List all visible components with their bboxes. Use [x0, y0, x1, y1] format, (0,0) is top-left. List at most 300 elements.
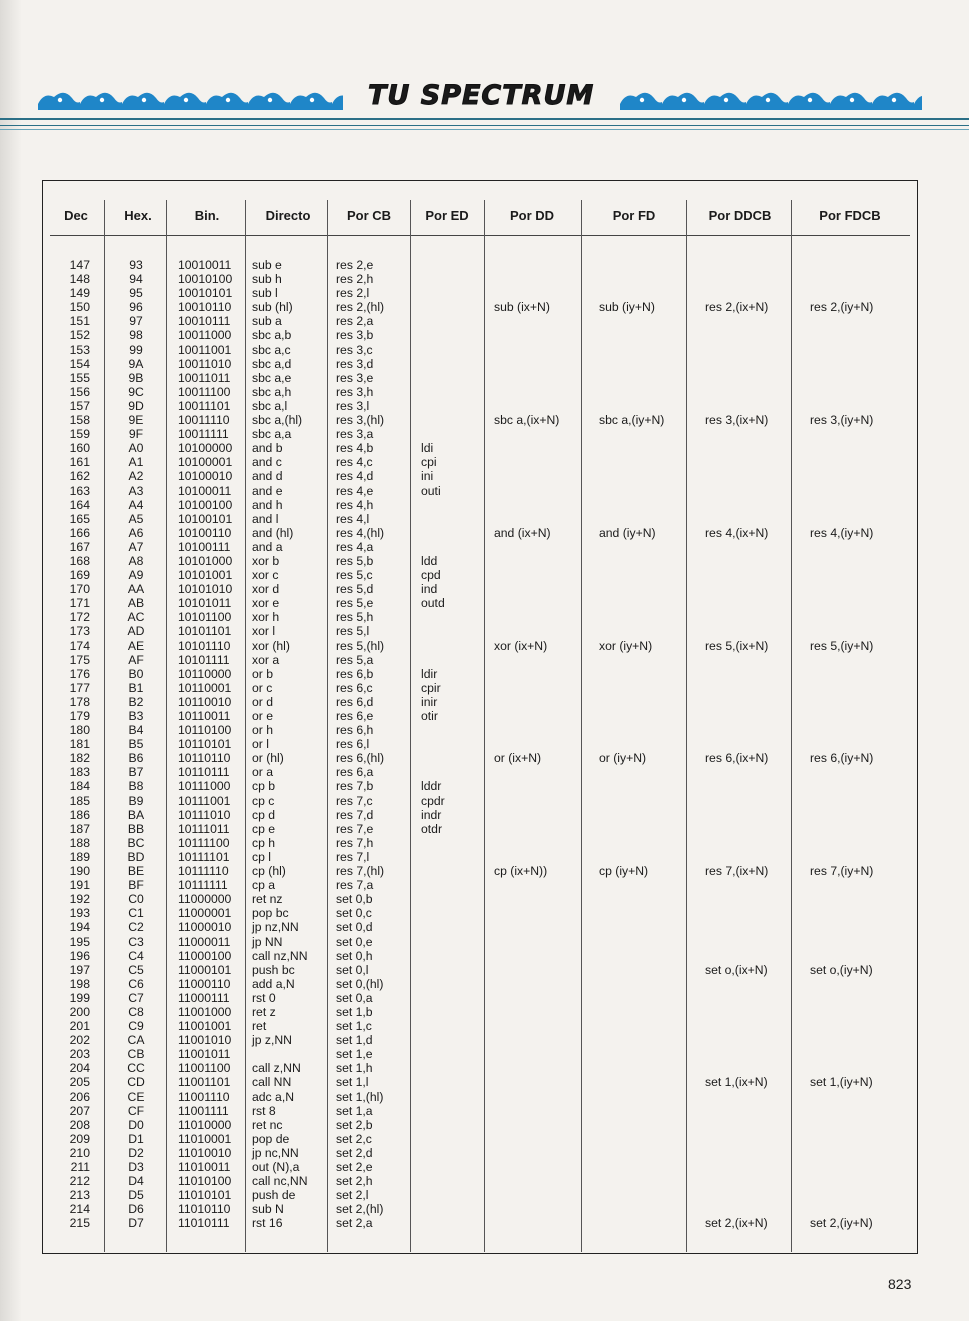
- cell-dec: 207: [69, 1103, 90, 1118]
- cell-dec: 183: [69, 765, 90, 780]
- cell-hex: A8: [128, 553, 144, 568]
- cell-dec: 157: [69, 398, 90, 413]
- cell-por-dd: and (ix+N): [494, 525, 551, 540]
- cell-dec: 175: [69, 652, 90, 667]
- cell-por-dd: or (ix+N): [494, 751, 542, 766]
- cell-bin: 10111101: [178, 849, 230, 864]
- cell-bin: 10011110: [178, 413, 230, 428]
- table-row: [0, 1033, 969, 1047]
- header-rule: [0, 118, 969, 120]
- cell-bin: 10110010: [178, 694, 232, 709]
- cell-dec: 186: [69, 807, 90, 822]
- cell-bin: 10110001: [178, 680, 232, 695]
- table-row: [0, 610, 969, 624]
- cell-por-cb: res 5,a: [336, 652, 374, 667]
- cell-dec: 173: [69, 624, 90, 639]
- table-row: [0, 1104, 969, 1118]
- cell-hex: C5: [128, 962, 144, 977]
- cell-directo: xor l: [252, 624, 276, 639]
- cell-directo: or e: [252, 709, 274, 723]
- cell-hex: AF: [128, 652, 144, 667]
- cell-por-cb: set 2,(hl): [336, 1202, 384, 1217]
- header-rule: [0, 129, 969, 130]
- cell-directo: and d: [252, 469, 283, 484]
- cell-por-dd: cp (ix+N)): [494, 864, 548, 879]
- cell-por-fd: cp (iy+N): [599, 864, 649, 879]
- table-row: [0, 709, 969, 723]
- cell-dec: 174: [69, 638, 90, 653]
- table-row: [0, 484, 969, 498]
- cell-por-cb: set 1,a: [336, 1103, 373, 1118]
- cell-por-cb: res 3,c: [336, 342, 373, 357]
- cell-por-cb: set 1,h: [336, 1061, 373, 1076]
- cell-por-cb: set 0,h: [336, 948, 373, 963]
- cell-hex: D7: [128, 1216, 144, 1231]
- cell-directo: jp nz,NN: [252, 920, 299, 935]
- cell-hex: 96: [129, 300, 143, 315]
- cell-directo: cp a: [252, 878, 276, 893]
- cell-directo: call nz,NN: [252, 948, 308, 963]
- cell-hex: CB: [127, 1047, 145, 1062]
- cell-bin: 10111110: [178, 864, 229, 879]
- table-row: [0, 512, 969, 526]
- cell-hex: 9F: [128, 427, 144, 442]
- cell-directo: add a,N: [252, 976, 295, 991]
- cell-dec: 155: [69, 370, 90, 385]
- cell-bin: 10110011: [178, 709, 231, 723]
- table-row: [0, 949, 969, 963]
- cell-bin: 10010011: [178, 258, 232, 272]
- cell-por-cb: res 7,h: [336, 835, 374, 850]
- cell-hex: D1: [128, 1131, 144, 1146]
- cell-directo: xor e: [252, 596, 280, 611]
- column-header-por-dd: Por DD: [509, 208, 555, 223]
- cell-dec: 214: [69, 1202, 90, 1217]
- table-row: [0, 864, 969, 878]
- cell-dec: 180: [69, 723, 90, 738]
- cell-hex: D5: [128, 1188, 144, 1203]
- cell-por-cb: res 4,e: [336, 483, 374, 498]
- cell-bin: 10010100: [178, 272, 233, 287]
- cell-dec: 205: [69, 1075, 90, 1090]
- cell-dec: 195: [69, 934, 90, 949]
- cell-bin: 11000011: [178, 934, 231, 949]
- table-row: [0, 624, 969, 638]
- cell-bin: 10010101: [178, 286, 233, 301]
- table-row: [0, 695, 969, 709]
- table-row: [0, 1188, 969, 1202]
- cell-directo: and b: [252, 441, 283, 456]
- cell-por-ed: otdr: [421, 821, 443, 836]
- cell-dec: 199: [69, 990, 90, 1005]
- table-row: [0, 1146, 969, 1160]
- cell-directo: xor h: [252, 610, 280, 625]
- table-row: [0, 314, 969, 328]
- cell-hex: A6: [128, 525, 144, 540]
- cell-directo: or c: [252, 680, 273, 695]
- cell-por-cb: set 2,l: [336, 1188, 369, 1203]
- cell-bin: 11000110: [178, 976, 231, 991]
- cell-directo: adc a,N: [252, 1089, 295, 1104]
- cell-hex: A3: [128, 483, 144, 498]
- cell-bin: 11010100: [178, 1174, 232, 1189]
- table-row: [0, 779, 969, 793]
- cell-directo: call NN: [252, 1075, 292, 1090]
- cell-directo: call nc,NN: [252, 1174, 308, 1189]
- cell-hex: C4: [128, 948, 144, 963]
- cell-bin: 10100110: [178, 525, 232, 540]
- cell-por-cb: res 7,d: [336, 807, 374, 822]
- cell-bin: 10110100: [178, 723, 232, 738]
- cell-por-cb: res 4,c: [336, 455, 373, 470]
- cell-por-ed: outi: [421, 483, 441, 498]
- cell-hex: CF: [127, 1103, 145, 1118]
- table-row: [0, 653, 969, 667]
- table-row: [0, 1132, 969, 1146]
- cell-directo: cp h: [252, 835, 276, 850]
- table-row: [0, 1216, 969, 1230]
- cell-hex: A0: [128, 441, 144, 456]
- cell-por-cb: res 2,(hl): [336, 300, 385, 315]
- cell-hex: 9C: [128, 384, 144, 399]
- cell-dec: 210: [69, 1145, 90, 1160]
- cell-directo: and e: [252, 483, 283, 498]
- cell-directo: xor b: [252, 553, 280, 568]
- cell-bin: 10101010: [178, 582, 233, 597]
- cell-bin: 11000010: [178, 920, 232, 935]
- header-rule: [0, 125, 969, 126]
- cell-hex: C3: [128, 934, 144, 949]
- cell-por-fd: sbc a,(iy+N): [599, 413, 665, 428]
- cell-por-cb: res 5,b: [336, 553, 374, 568]
- cell-por-cb: res 6,c: [336, 680, 373, 695]
- cell-hex: A5: [128, 511, 144, 526]
- cell-dec: 164: [69, 497, 90, 512]
- cell-bin: 10100100: [178, 497, 233, 512]
- cell-bin: 11001111: [178, 1103, 229, 1118]
- cell-dec: 204: [69, 1061, 90, 1076]
- cell-por-cb: set 1,(hl): [336, 1089, 384, 1104]
- cell-bin: 10011010: [178, 356, 232, 371]
- table-row: [0, 596, 969, 610]
- cell-dec: 203: [69, 1047, 90, 1062]
- cell-por-cb: res 3,h: [336, 384, 374, 399]
- cell-por-cb: res 6,e: [336, 709, 374, 723]
- cell-hex: B9: [128, 793, 144, 808]
- cell-por-fdcb: res 4,(iy+N): [810, 525, 874, 540]
- cell-bin: 10100000: [178, 441, 233, 456]
- cell-por-cb: res 2,a: [336, 314, 374, 329]
- cell-bin: 11001101: [178, 1075, 231, 1090]
- cell-dec: 209: [69, 1131, 90, 1146]
- cell-dec: 184: [69, 779, 90, 794]
- cell-bin: 10011000: [178, 328, 232, 343]
- table-row: [0, 526, 969, 540]
- table-row: [0, 1160, 969, 1174]
- table-row: [0, 681, 969, 695]
- table-row: [0, 963, 969, 977]
- cell-directo: sbc a,b: [252, 328, 292, 343]
- cell-hex: C7: [128, 990, 144, 1005]
- cell-bin: 11001100: [178, 1061, 231, 1076]
- cell-hex: AB: [127, 596, 145, 611]
- table-row: [0, 991, 969, 1005]
- cell-bin: 11010110: [178, 1202, 231, 1217]
- cell-por-cb: res 7,(hl): [336, 864, 385, 879]
- table-row: [0, 737, 969, 751]
- table-row: [0, 441, 969, 455]
- table-row: [0, 977, 969, 991]
- cell-por-cb: set 2,d: [336, 1145, 373, 1160]
- cell-por-cb: set 1,b: [336, 1004, 373, 1019]
- cell-hex: CC: [127, 1061, 145, 1076]
- cell-directo: and (hl): [252, 525, 294, 540]
- table-row: [0, 1202, 969, 1216]
- cell-directo: sub N: [252, 1202, 284, 1217]
- cell-directo: and h: [252, 497, 283, 512]
- cell-dec: 150: [69, 300, 90, 315]
- cell-dec: 215: [69, 1216, 90, 1231]
- cell-directo: rst 0: [252, 990, 276, 1005]
- cell-hex: B1: [128, 680, 144, 695]
- cell-directo: cp d: [252, 807, 276, 822]
- cell-por-fdcb: res 3,(iy+N): [810, 413, 874, 428]
- page-header: [0, 70, 969, 140]
- cell-por-ed: ind: [421, 582, 438, 597]
- cell-por-cb: set 2,b: [336, 1117, 373, 1132]
- table-row: [0, 258, 969, 272]
- cell-por-fd: and (iy+N): [599, 525, 656, 540]
- cell-hex: D6: [128, 1202, 144, 1217]
- cell-bin: 10101001: [178, 568, 233, 583]
- column-header-por-fd: Por FD: [612, 208, 656, 223]
- table-row: [0, 935, 969, 949]
- cell-hex: B7: [128, 765, 144, 780]
- cell-directo: sub h: [252, 272, 282, 287]
- cell-dec: 176: [69, 666, 90, 681]
- cell-bin: 10101110: [178, 638, 231, 653]
- cell-directo: sbc a,e: [252, 370, 292, 385]
- table-row: [0, 1090, 969, 1104]
- cell-dec: 169: [69, 568, 90, 583]
- cell-bin: 10100010: [178, 469, 233, 484]
- cell-bin: 10101000: [178, 553, 233, 568]
- cell-por-cb: res 4,(hl): [336, 525, 385, 540]
- cell-por-cb: res 5,c: [336, 568, 373, 583]
- table-row: [0, 836, 969, 850]
- cell-directo: call z,NN: [252, 1061, 301, 1076]
- table-row: [0, 286, 969, 300]
- cell-por-cb: res 3,a: [336, 427, 374, 442]
- cell-por-ed: ldd: [421, 553, 438, 568]
- cell-bin: 11000000: [178, 892, 232, 907]
- cell-directo: and a: [252, 539, 283, 554]
- table-row: [0, 667, 969, 681]
- cell-por-fdcb: set o,(iy+N): [810, 962, 873, 977]
- cell-dec: 187: [69, 821, 90, 836]
- cell-por-cb: set 0,e: [336, 934, 373, 949]
- column-header-por-fdcb: Por FDCB: [819, 208, 881, 223]
- cell-por-cb: res 6,b: [336, 666, 374, 681]
- cell-bin: 10101111: [178, 652, 230, 667]
- cell-por-ed: ini: [421, 469, 434, 484]
- cell-directo: ret z: [252, 1004, 276, 1019]
- cell-bin: 10101101: [178, 624, 232, 639]
- cell-dec: 193: [69, 906, 90, 921]
- cell-directo: pop bc: [252, 906, 289, 921]
- cell-directo: sub l: [252, 286, 278, 301]
- cell-por-cb: set 0,l: [336, 962, 369, 977]
- column-header-dec: Dec: [64, 208, 88, 223]
- table-row: [0, 568, 969, 582]
- cell-bin: 11000111: [178, 990, 230, 1005]
- cell-por-cb: res 3,e: [336, 370, 374, 385]
- cell-directo: pop de: [252, 1131, 290, 1146]
- column-header-directo: Directo: [265, 208, 311, 223]
- cell-por-ddcb: set o,(ix+N): [705, 962, 768, 977]
- cell-dec: 179: [69, 709, 90, 723]
- table-row: [0, 808, 969, 822]
- cell-por-cb: set 2,e: [336, 1160, 373, 1174]
- table-row: [0, 892, 969, 906]
- cell-bin: 11000001: [178, 906, 232, 921]
- cell-por-cb: set 2,a: [336, 1216, 373, 1231]
- table-row: [0, 920, 969, 934]
- cell-hex: BA: [127, 807, 145, 822]
- table-row: [0, 554, 969, 568]
- table-row: [0, 1061, 969, 1075]
- cell-hex: A4: [128, 497, 144, 512]
- table-row: [0, 850, 969, 864]
- cell-por-cb: res 5,l: [336, 624, 370, 639]
- cell-directo: ret nz: [252, 892, 283, 907]
- table-row: [0, 765, 969, 779]
- cell-dec: 171: [69, 596, 90, 611]
- cell-bin: 10100011: [178, 483, 232, 498]
- cell-por-cb: res 7,e: [336, 821, 374, 836]
- cell-dec: 172: [69, 610, 90, 625]
- cell-dec: 168: [69, 553, 90, 568]
- cell-directo: rst 16: [252, 1216, 283, 1231]
- cell-por-cb: set 0,c: [336, 906, 372, 921]
- column-header-por-cb: Por CB: [346, 208, 392, 223]
- cell-bin: 11010111: [178, 1216, 230, 1231]
- cell-hex: B4: [128, 723, 144, 738]
- cell-directo: rst 8: [252, 1103, 276, 1118]
- cell-por-ed: outd: [421, 596, 445, 611]
- cell-por-dd: xor (ix+N): [494, 638, 548, 653]
- cell-por-cb: res 3,d: [336, 356, 374, 371]
- table-row: [0, 540, 969, 554]
- cell-hex: A2: [128, 469, 144, 484]
- cell-por-ddcb: res 4,(ix+N): [705, 525, 769, 540]
- cell-dec: 201: [69, 1019, 90, 1034]
- cell-por-ed: cpdr: [421, 793, 445, 808]
- cell-directo: ret: [252, 1019, 267, 1034]
- cell-hex: CD: [127, 1075, 145, 1090]
- cell-directo: sbc a,h: [252, 384, 292, 399]
- table-row: [0, 822, 969, 836]
- cell-directo: xor a: [252, 652, 280, 667]
- cell-directo: or a: [252, 765, 274, 780]
- cell-hex: B3: [128, 709, 144, 723]
- cell-bin: 10011111: [178, 427, 229, 442]
- cell-por-cb: set 2,h: [336, 1174, 373, 1189]
- cell-directo: ret nc: [252, 1117, 283, 1132]
- cell-hex: BC: [127, 835, 145, 850]
- cell-directo: sbc a,c: [252, 342, 291, 357]
- cell-directo: sub e: [252, 258, 282, 272]
- table-row: [0, 878, 969, 892]
- cell-bin: 11001110: [178, 1089, 230, 1104]
- cell-hex: C9: [128, 1019, 144, 1034]
- table-row: [0, 582, 969, 596]
- cell-dec: 211: [70, 1160, 90, 1174]
- cell-directo: jp NN: [252, 934, 283, 949]
- cell-por-cb: res 7,c: [336, 793, 373, 808]
- cell-hex: BD: [127, 849, 145, 864]
- header-divider: [50, 235, 910, 236]
- cell-por-cb: res 4,b: [336, 441, 374, 456]
- cell-dec: 158: [69, 413, 90, 428]
- cell-directo: and l: [252, 511, 279, 526]
- cell-directo: and c: [252, 455, 282, 470]
- cell-bin: 10010111: [178, 314, 231, 329]
- cell-dec: 200: [69, 1004, 90, 1019]
- cell-hex: C6: [128, 976, 144, 991]
- cell-bin: 10100101: [178, 511, 233, 526]
- cell-bin: 11010011: [178, 1160, 231, 1174]
- cell-hex: A1: [128, 455, 144, 470]
- cell-dec: 213: [69, 1188, 90, 1203]
- cell-hex: AD: [127, 624, 145, 639]
- cell-por-ed: cpd: [421, 568, 441, 583]
- cell-bin: 10011011: [178, 370, 231, 385]
- cell-por-cb: res 4,d: [336, 469, 374, 484]
- cell-por-cb: res 3,l: [336, 398, 370, 413]
- cell-bin: 11000100: [178, 948, 232, 963]
- cell-bin: 11010000: [178, 1117, 232, 1132]
- cell-bin: 10110110: [178, 751, 231, 766]
- cell-bin: 11000101: [178, 962, 232, 977]
- cell-directo: sub (hl): [252, 300, 293, 315]
- cell-por-cb: set 0,(hl): [336, 976, 384, 991]
- cell-dec: 182: [69, 751, 90, 766]
- cell-bin: 11001011: [178, 1047, 231, 1062]
- table-row: [0, 469, 969, 483]
- cell-bin: 10111111: [178, 878, 228, 893]
- table-row: [0, 357, 969, 371]
- cell-hex: AE: [127, 638, 145, 653]
- cell-por-cb: set 0,b: [336, 892, 373, 907]
- cell-hex: 93: [129, 258, 143, 272]
- cell-por-cb: res 4,l: [336, 511, 370, 526]
- cell-por-cb: res 6,d: [336, 694, 374, 709]
- cell-dec: 189: [69, 849, 90, 864]
- cell-por-cb: res 2,e: [336, 258, 374, 272]
- cell-hex: C8: [128, 1004, 144, 1019]
- cell-dec: 178: [69, 694, 90, 709]
- cell-por-cb: set 1,e: [336, 1047, 373, 1062]
- cell-por-cb: set 1,c: [336, 1019, 372, 1034]
- cell-directo: sbc a,a: [252, 427, 292, 442]
- cell-hex: 9D: [128, 398, 144, 413]
- magazine-title: TU SPECTRUM: [368, 80, 595, 111]
- cell-bin: 11010001: [178, 1131, 232, 1146]
- cell-hex: 9A: [128, 356, 144, 371]
- cell-directo: cp b: [252, 779, 276, 794]
- cell-dec: 166: [69, 525, 90, 540]
